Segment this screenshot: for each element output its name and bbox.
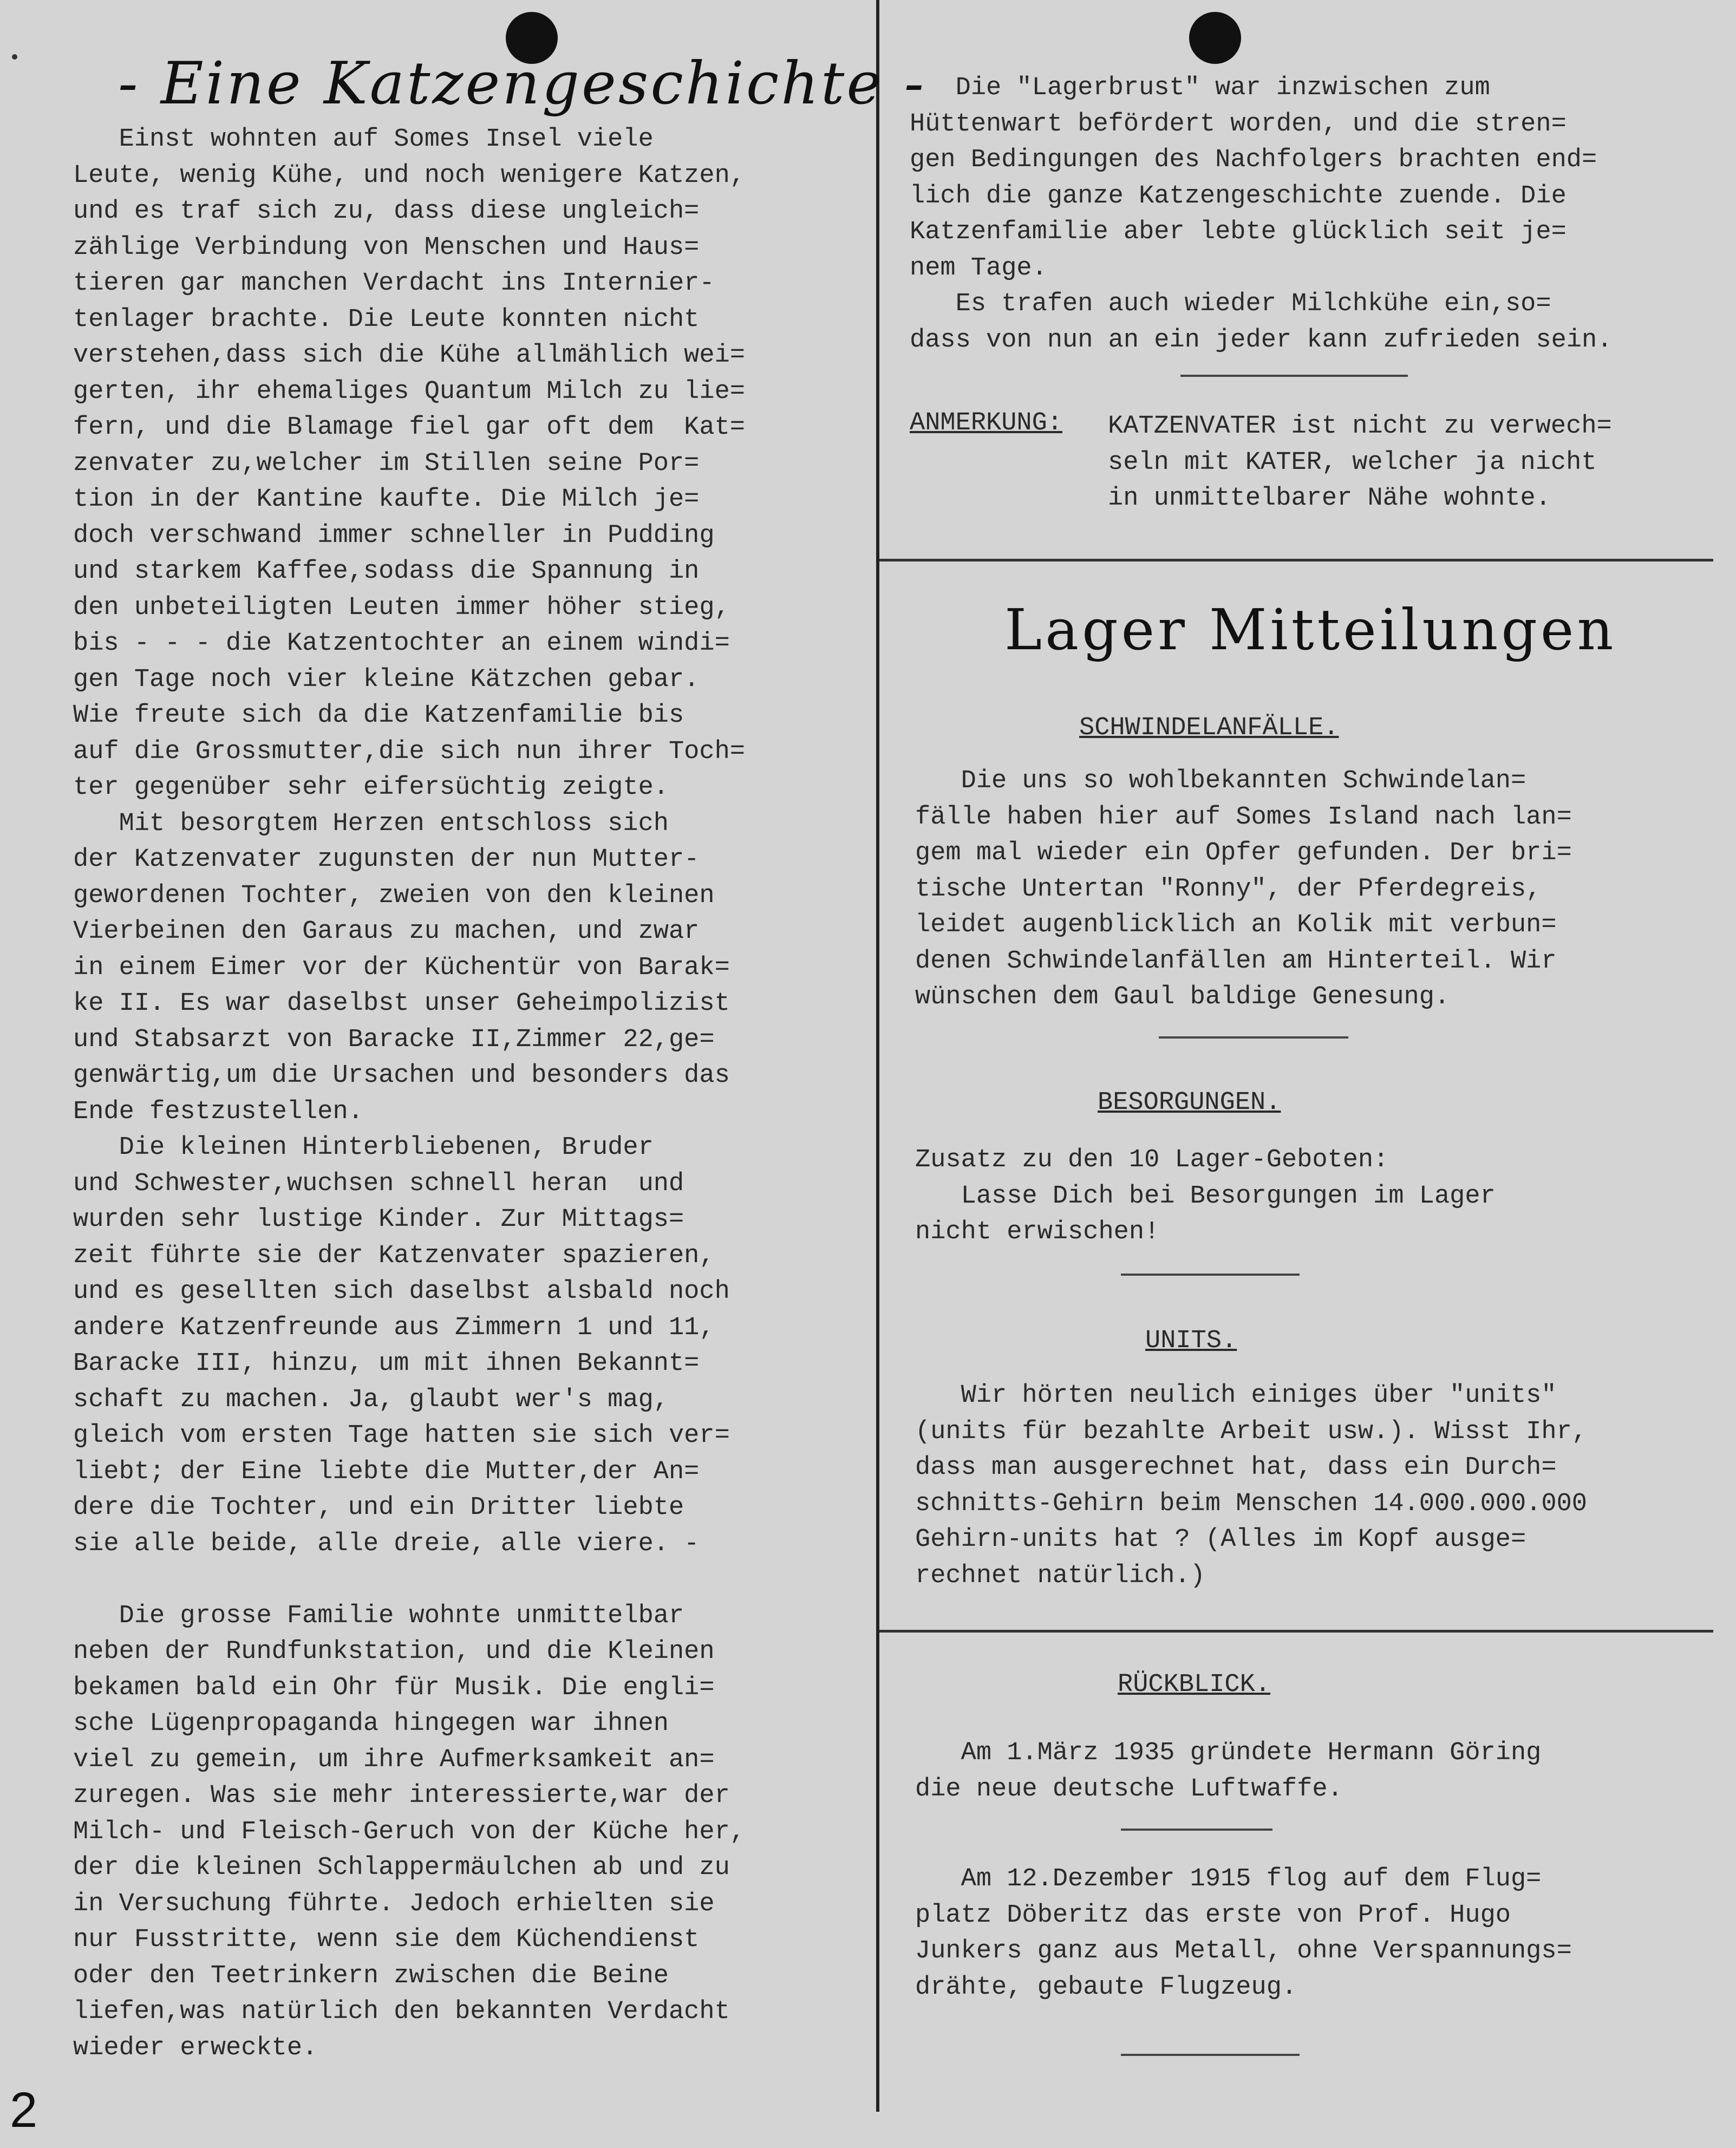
text-line: platz Döberitz das erste von Prof. Hugo <box>915 1901 1511 1930</box>
text-line: drähte, gebaute Flugzeug. <box>915 1973 1297 2002</box>
text-line: Zusatz zu den 10 Lager-Geboten: <box>915 1146 1389 1174</box>
text-line: gem mal wieder ein Opfer gefunden. Der bri= <box>915 839 1572 867</box>
text-line: und Stabsarzt von Baracke II,Zimmer 22,ge= <box>73 1025 715 1054</box>
text-line: fern, und die Blamage fiel gar oft dem Kat= <box>73 413 746 442</box>
text-line: Junkers ganz aus Metall, ohne Verspannungs= <box>915 1937 1572 1966</box>
heading-units: UNITS. <box>1145 1327 1237 1355</box>
text-line: schaft zu machen. Ja, glaubt wer's mag, <box>73 1385 669 1414</box>
text-line: tieren gar manchen Verdacht ins Internier- <box>73 269 715 298</box>
text-line: in unmittelbarer Nähe wohnte. <box>1108 484 1551 513</box>
text-line: Vierbeinen den Garaus zu machen, und zwar <box>73 917 700 946</box>
text-line: liefen,was natürlich den bekannten Verdacht <box>73 1997 730 2026</box>
besorgungen-text <box>915 1142 1496 1251</box>
text-line: Die grosse Familie wohnte unmittelbar <box>73 1601 684 1630</box>
text-line: schnitts-Gehirn beim Menschen 14.000.000.000 <box>915 1489 1588 1518</box>
text-line: Die kleinen Hinterbliebenen, Bruder <box>73 1133 654 1162</box>
text-line: Ende festzustellen. <box>73 1097 363 1126</box>
page-number: 2 <box>10 2082 38 2138</box>
text-line: ter gegenüber sehr eifersüchtig zeigte. <box>73 773 669 802</box>
text-line: wünschen dem Gaul baldige Genesung. <box>915 983 1450 1011</box>
story-continuation <box>910 70 1612 358</box>
text-line: und starkem Kaffee,sodass die Spannung in <box>73 557 700 586</box>
text-line: rechnet natürlich.) <box>915 1561 1205 1590</box>
text-line: liebt; der Eine liebte die Mutter,der An= <box>73 1457 700 1486</box>
text-line: dass man ausgerechnet hat, dass ein Durch= <box>915 1453 1557 1482</box>
text-line: Hüttenwart befördert worden, und die stren= <box>910 109 1567 139</box>
text-line: wieder erweckte. <box>73 2033 318 2062</box>
text-line: und es gesellten sich daselbst alsbald noch <box>73 1277 730 1306</box>
text-line: genwärtig,um die Ursachen und besonders das <box>73 1061 730 1090</box>
units-text <box>915 1378 1587 1594</box>
text-line: Am 1.März 1935 gründete Hermann Göring <box>915 1739 1542 1767</box>
heading-schwindelanfaelle: SCHWINDELANFÄLLE. <box>1079 714 1339 742</box>
text-line: gleich vom ersten Tage hatten sie sich ver= <box>73 1421 730 1450</box>
text-line: Baracke III, hinzu, um mit ihnen Bekannt= <box>73 1349 700 1378</box>
text-line: KATZENVATER ist nicht zu verwech= <box>1108 412 1612 441</box>
text-line: seln mit KATER, welcher ja nicht <box>1108 448 1597 477</box>
text-line: Es trafen auch wieder Milchkühe ein,so= <box>910 290 1551 318</box>
rueckblick-text-2 <box>915 1862 1572 2006</box>
text-line: Wir hörten neulich einiges über "units" <box>915 1381 1557 1410</box>
text-line: neben der Rundfunkstation, und die Kleinen <box>73 1637 715 1666</box>
text-line: bis - - - die Katzentochter an einem windi= <box>73 629 730 658</box>
heading-besorgungen: BESORGUNGEN. <box>1098 1088 1281 1117</box>
story-title: - Eine Katzengeschichte - <box>118 50 926 117</box>
punch-hole <box>1189 12 1241 64</box>
text-line: dere die Tochter, und ein Dritter liebte <box>73 1493 684 1522</box>
schwindelanfaelle-text <box>915 763 1572 1016</box>
text-line: Wie freute sich da die Katzenfamilie bis <box>73 701 684 730</box>
text-line: leidet augenblicklich an Kolik mit verbun= <box>915 911 1557 939</box>
text-line: sie alle beide, alle dreie, alle viere. - <box>73 1529 700 1558</box>
text-line: der die kleinen Schlappermäulchen ab und zu <box>73 1853 730 1882</box>
text-line: bekamen bald ein Ohr für Musik. Die engli= <box>73 1673 715 1702</box>
separator-dashes <box>1121 2054 1300 2056</box>
section-rule <box>879 559 1713 562</box>
separator-dashes <box>1121 1274 1300 1276</box>
text-line: die neue deutsche Luftwaffe. <box>915 1774 1343 1804</box>
text-line: in einem Eimer vor der Küchentür von Barak= <box>73 953 730 982</box>
text-line: zeit führte sie der Katzenvater spazieren, <box>73 1241 715 1270</box>
text-line: lich die ganze Katzengeschichte zuende. Die <box>910 181 1567 211</box>
text-line: nur Fusstritte, wenn sie dem Küchendienst <box>73 1925 700 1954</box>
separator-dashes <box>1121 1829 1272 1831</box>
text-line: den unbeteiligten Leuten immer höher stieg, <box>73 593 730 622</box>
text-line: tenlager brachte. Die Leute konnten nicht <box>73 305 700 334</box>
text-line: in Versuchung führte. Jedoch erhielten sie <box>73 1889 715 1918</box>
section-rule <box>879 1630 1713 1633</box>
text-line: andere Katzenfreunde aus Zimmern 1 und 11, <box>73 1313 715 1342</box>
separator-dashes <box>1159 1036 1348 1039</box>
note-text <box>1108 409 1612 517</box>
ink-speck <box>12 54 17 60</box>
text-line: doch verschwand immer schneller in Pudding <box>73 521 715 550</box>
text-line: zuregen. Was sie mehr interessierte,war der <box>73 1781 730 1810</box>
text-line: Mit besorgtem Herzen entschloss sich <box>73 809 669 838</box>
text-line: nicht erwischen! <box>915 1218 1160 1246</box>
text-line: Leute, wenig Kühe, und noch wenigere Katzen, <box>73 161 746 190</box>
text-line: Am 12.Dezember 1915 flog auf dem Flug= <box>915 1865 1542 1894</box>
text-line: und es traf sich zu, dass diese ungleich= <box>73 197 700 226</box>
text-line: Milch- und Fleisch-Geruch von der Küche her, <box>73 1817 746 1846</box>
text-line: Katzenfamilie aber lebte glücklich seit je= <box>910 218 1567 246</box>
note-label: ANMERKUNG: <box>910 409 1063 438</box>
text-line: viel zu gemein, um ihre Aufmerksamkeit an= <box>73 1745 715 1774</box>
text-line: Einst wohnten auf Somes Insel viele <box>73 125 654 154</box>
text-line: wurden sehr lustige Kinder. Zur Mittags= <box>73 1205 684 1234</box>
text-line: tische Untertan "Ronny", der Pferdegreis, <box>915 874 1542 904</box>
text-line: oder den Teetrinkern zwischen die Beine <box>73 1961 669 1990</box>
text-line: zählige Verbindung von Menschen und Haus= <box>73 233 700 262</box>
text-line: ke II. Es war daselbst unser Geheimpolizist <box>73 989 730 1018</box>
column-divider <box>876 0 879 2112</box>
text-line: gerten, ihr ehemaliges Quantum Milch zu lie= <box>73 377 746 406</box>
text-line: zenvater zu,welcher im Stillen seine Por= <box>73 449 700 478</box>
heading-rueckblick: RÜCKBLICK. <box>1118 1670 1271 1699</box>
rueckblick-text-1 <box>915 1735 1541 1807</box>
text-line: tion in der Kantine kaufte. Die Milch je= <box>73 485 700 514</box>
text-line: dass von nun an ein jeder kann zufrieden sein. <box>910 325 1613 355</box>
text-line: Gehirn-units hat ? (Alles im Kopf ausge= <box>915 1525 1526 1554</box>
text-line: Die "Lagerbrust" war inzwischen zum <box>910 74 1490 102</box>
text-line: gen Bedingungen des Nachfolgers brachten end= <box>910 146 1597 174</box>
text-line: und Schwester,wuchsen schnell heran und <box>73 1169 684 1198</box>
separator-dashes <box>1180 375 1408 377</box>
text-line: verstehen,dass sich die Kühe allmählich wei= <box>73 341 746 370</box>
text-line: nem Tage. <box>910 253 1047 283</box>
section-title: Lager Mitteilungen <box>1004 597 1617 663</box>
text-line: auf die Grossmutter,die sich nun ihrer Toch= <box>73 737 746 766</box>
text-line: Die uns so wohlbekannten Schwindelan= <box>915 767 1526 795</box>
text-line: denen Schwindelanfällen am Hinterteil. Wir <box>915 946 1557 976</box>
story-text <box>73 122 858 2066</box>
text-line: gen Tage noch vier kleine Kätzchen gebar. <box>73 665 700 694</box>
text-line: sche Lügenpropaganda hingegen war ihnen <box>73 1709 669 1738</box>
text-line: (units für bezahlte Arbeit usw.). Wisst Ihr, <box>915 1417 1588 1446</box>
text-line <box>73 1562 858 1598</box>
text-line: fälle haben hier auf Somes Island nach lan= <box>915 802 1572 832</box>
text-line: gewordenen Tochter, zweien von den kleinen <box>73 881 715 910</box>
text-line: der Katzenvater zugunsten der nun Mutter- <box>73 845 700 874</box>
text-line: Lasse Dich bei Besorgungen im Lager <box>915 1181 1496 1211</box>
